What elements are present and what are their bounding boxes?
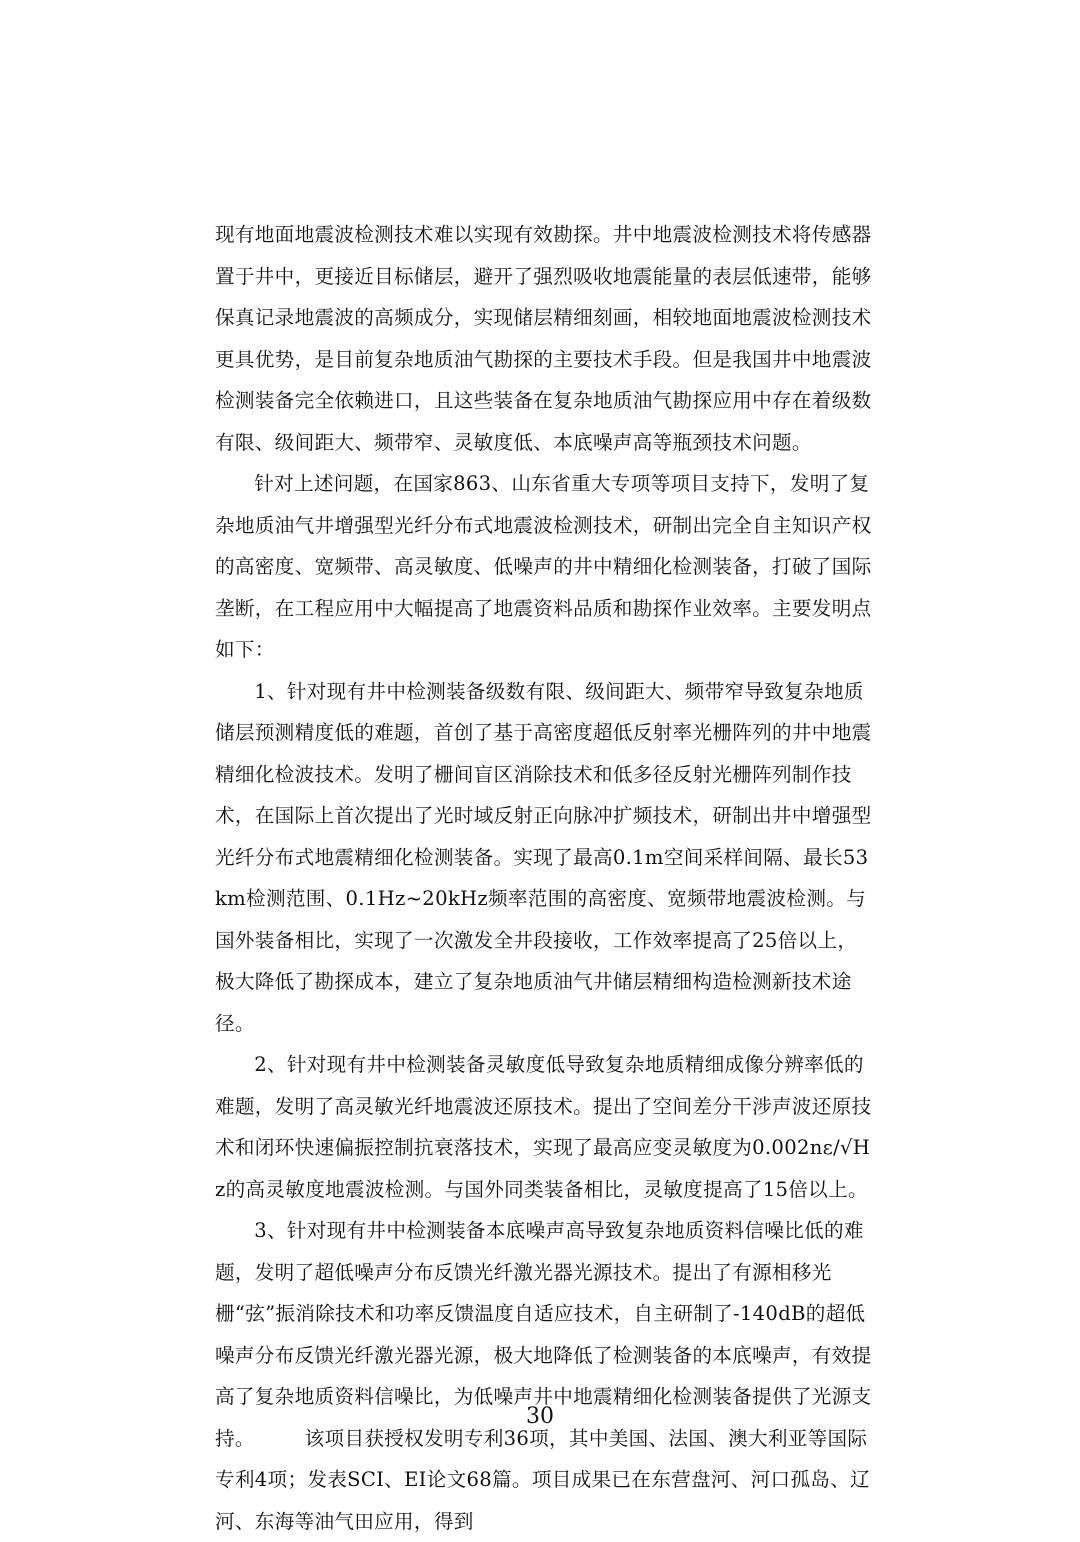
paragraph-intro: 现有地面地震波检测技术难以实现有效勘探。井中地震波检测技术将传感器置于井中，更接近目标储层，避开了强烈吸收地震能量的表层低速带，能够保真记录地震波的高频成分，实现储层精细刻画，相较地面地震波检测技术更具优势，是目前复杂地质油气勘探的主要技术手段。但是我国井中地震波检测装备完全依赖进口，且这些装备在复杂地质油气勘探应用中存在着级数有限、级间距大、频带窄、灵敏度低、本底噪声高等瓶颈技术问题。: [215, 223, 872, 454]
body-text: [215, 214, 875, 1542]
paragraph-invention-3: 3、针对现有井中检测装备本底噪声高导致复杂地质资料信噪比低的难题，发明了超低噪声分布反馈光纤激光器光源技术。提出了有源相移光栅“弦”振消除技术和功率反馈温度自适应技术，自主研制了-140dB的超低噪声分布反馈光纤激光器光源，极大地降低了检测装备的本底噪声，有效提高了复杂地质资料信噪比，为低噪声井中地震精细化检测装备提供了光源支持。 该项目获授权发明专利36项，其中美国、法国、澳大利亚等国际专利4项；发表SCI、EI论文68篇。项目成果已在东营盘河、河口孤岛、辽河、东海等油气田应用，得到: [215, 1219, 872, 1533]
paragraph-invention-2: 2、针对现有井中检测装备灵敏度低导致复杂地质精细成像分辨率低的难题，发明了高灵敏光纤地震波还原技术。提出了空间差分干涉声波还原技术和闭环快速偏振控制抗衰落技术，实现了最高应变灵敏度为0.002nε/√Hz的高灵敏度地震波检测。与国外同类装备相比，灵敏度提高了15倍以上。: [215, 1053, 872, 1201]
page-number: 30: [526, 1404, 554, 1429]
paragraph-invention-1: 1、针对现有井中检测装备级数有限、级间距大、频带窄导致复杂地质储层预测精度低的难题，首创了基于高密度超低反射率光栅阵列的井中地震精细化检波技术。发明了栅间盲区消除技术和低多径反射光栅阵列制作技术，在国际上首次提出了光时域反射正向脉冲扩频技术，研制出井中增强型光纤分布式地震精细化检测装备。实现了最高0.1m空间采样间隔、最长53km检测范围、0.1Hz~20kHz频率范围的高密度、宽频带地震波检测。与国外装备相比，实现了一次激发全井段接收，工作效率提高了25倍以上，极大降低了勘探成本，建立了复杂地质油气井储层精细构造检测新技术途径。: [215, 679, 872, 1035]
paragraph-background: 针对上述问题，在国家863、山东省重大专项等项目支持下，发明了复杂地质油气井增强型光纤分布式地震波检测技术，研制出完全自主知识产权的高密度、宽频带、高灵敏度、低噪声的井中精细化检测装备，打破了国际垄断，在工程应用中大幅提高了地震资料品质和勘探作业效率。主要发明点如下：: [215, 472, 872, 661]
